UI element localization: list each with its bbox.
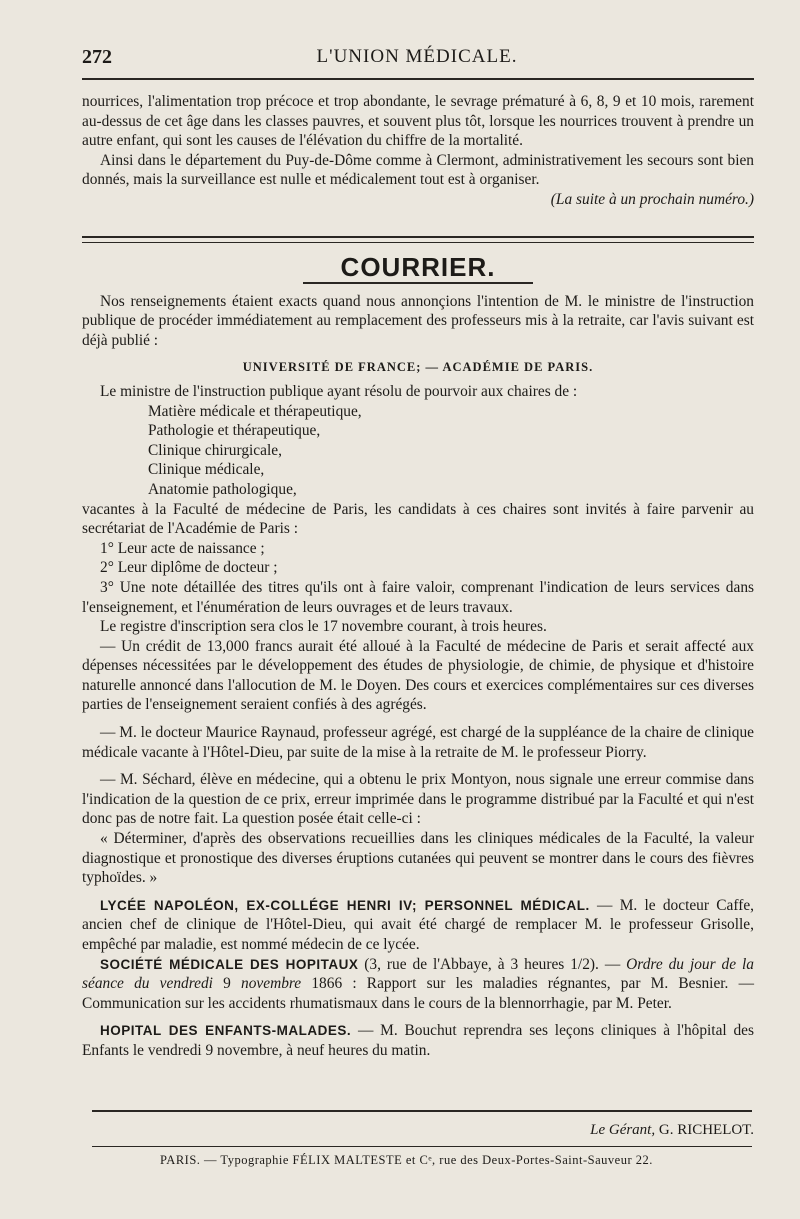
prize-question: « Déterminer, d'après des observations recueillies dans les cliniques médicales de la Faculté, la valeur diagnostique et pronostique des diverses éruptions cutanées qui peuvent se montrer dans le cours des fièvres typhoïdes. » <box>82 830 754 887</box>
requirement-item: 2° Leur diplôme de docteur ; <box>100 559 278 577</box>
societe-text: (3, rue de l'Abbaye, à 3 heures 1/2). — <box>358 955 627 973</box>
university-heading: UNIVERSITÉ DE FRANCE; — ACADÉMIE DE PARIS. <box>242 360 594 375</box>
section-double-rule-top <box>82 236 754 238</box>
page-header <box>82 46 752 72</box>
societe-order: Ordre du jour de la séance du vendredi <box>82 955 754 993</box>
chair-item: Clinique médicale, <box>148 461 265 479</box>
gerant-name: G. RICHELOT. <box>658 1122 754 1138</box>
header-rule <box>82 78 754 80</box>
societe-month: novembre <box>241 975 302 993</box>
requirement-item: 3° Une note détaillée des titres qu'ils ont à faire valoir, comprenant l'indication de leurs services dans l'enseignement, et l'énumération de leurs ouvrages et de leurs travaux. <box>82 578 754 616</box>
chairs-list <box>148 402 754 500</box>
journal-title: L'UNION MÉDICALE. <box>316 46 518 67</box>
societe-rest: 1866 : Rapport sur les maladies régnantes, par M. Besnier. — Communication sur les accidents rhumatismaux dans le cours de la blennorrhagie, par M. Peter. <box>82 975 754 1012</box>
hopital-paragraph <box>82 1021 754 1060</box>
lycee-text: — M. le docteur Caffe, ancien chef de clinique de l'Hôtel-Dieu, qui avait été chargé de remplacer M. le professeur Grisolle, empêché par maladie, est nommé médecin de ce lycée. <box>82 896 754 953</box>
societe-paragraph <box>82 955 754 1014</box>
intro-section <box>82 92 754 210</box>
societe-date: 9 <box>212 975 242 993</box>
page-number: 272 <box>82 46 112 68</box>
footer-rule-bottom <box>92 1146 752 1147</box>
courrier-section <box>82 244 754 1061</box>
lycee-paragraph <box>82 896 754 955</box>
gerant-line <box>82 1122 754 1139</box>
intro-paragraph-1: nourrices, l'alimentation trop précoce et trop abondante, le sevrage prématuré à 6, 8, 9 et 10 mois, rarement au-dessus de cet âge dans les classes pauvres, et souvent plus tôt, lorsque les nourrices trouvent à prendre un autre enfant, qui sont les causes de l'élévation du chiffre de la mortalité. <box>82 93 754 150</box>
footer-rule-top <box>92 1110 752 1112</box>
minister-line: Le ministre de l'instruction publique ayant résolu de pourvoir aux chaires de : <box>100 382 578 400</box>
hopital-text: — M. Bouchut reprendra ses leçons cliniques à l'hôpital des Enfants le vendredi 9 novembre, à neuf heures du matin. <box>82 1022 755 1059</box>
section-title: COURRIER. <box>340 252 496 282</box>
requirement-item: 1° Leur acte de naissance ; <box>100 539 265 557</box>
credit-paragraph: — Un crédit de 13,000 francs aurait été alloué à la Faculté de médecine de Paris et serait affecté aux dépenses nécessitées par le développement des études de physiologie, de chimie, de physique et d'histoire naturelle annoncé dans l'allocution de M. le Doyen. Des cours et exercices complémentaires sur ces diverses parties de l'enseignement seraient confiés à des agrégés. <box>82 637 754 714</box>
intro-paragraph-2: Ainsi dans le département du Puy-de-Dôme comme à Clermont, administrativement les secours sont bien donnés, mais la surveillance est nulle et médicalement tout est à organiser. <box>82 151 754 189</box>
continuation-note: (La suite à un prochain numéro.) <box>550 190 754 208</box>
section-double-rule-bottom <box>82 242 754 243</box>
chair-item: Matière médicale et thérapeutique, <box>148 402 362 420</box>
chair-item: Clinique chirurgicale, <box>148 441 282 459</box>
chair-item: Pathologie et thérapeutique, <box>148 422 321 440</box>
lycee-heading: LYCÉE NAPOLÉON, EX-COLLÉGE HENRI IV; PERSONNEL MÉDICAL. <box>100 897 590 913</box>
chair-item: Anatomie pathologique, <box>148 480 297 498</box>
raynaud-paragraph: — M. le docteur Maurice Raynaud, professeur agrégé, est chargé de la suppléance de la chaire de clinique médicale vacante à l'Hôtel-Dieu, par suite de la mise à la retraite de M. le professeur Piorry. <box>82 724 754 761</box>
societe-heading: SOCIÉTÉ MÉDICALE DES HOPITAUX <box>100 956 359 972</box>
registry-paragraph: Le registre d'inscription sera clos le 17 novembre courant, à trois heures. <box>100 618 547 636</box>
courrier-paragraph-1: Nos renseignements étaient exacts quand nous annonçions l'intention de M. le ministre de l'instruction publique de procéder immédiatement au remplacement des professeurs mis à la retraite, car l'avis suivant est déjà publié : <box>82 292 754 349</box>
hopital-heading: HOPITAL DES ENFANTS-MALADES. <box>100 1023 352 1039</box>
printer-imprint: PARIS. — Typographie FÉLIX MALTESTE et Cᵉ, rue des Deux-Portes-Saint-Sauveur 22. <box>160 1153 653 1167</box>
gerant-label: Le Gérant, <box>590 1122 656 1138</box>
sechard-paragraph: — M. Séchard, élève en médecine, qui a obtenu le prix Montyon, nous signale une erreur commise dans l'indication de la question de ce prix, erreur imprimée dans le programme distribué par la Faculté et qui n'est donc pas de notre fait. La question posée était celle-ci : <box>82 771 754 828</box>
vacancy-paragraph: vacantes à la Faculté de médecine de Paris, les candidats à ces chaires sont invités à faire parvenir au secrétariat de l'Académie de Paris : <box>82 500 754 538</box>
